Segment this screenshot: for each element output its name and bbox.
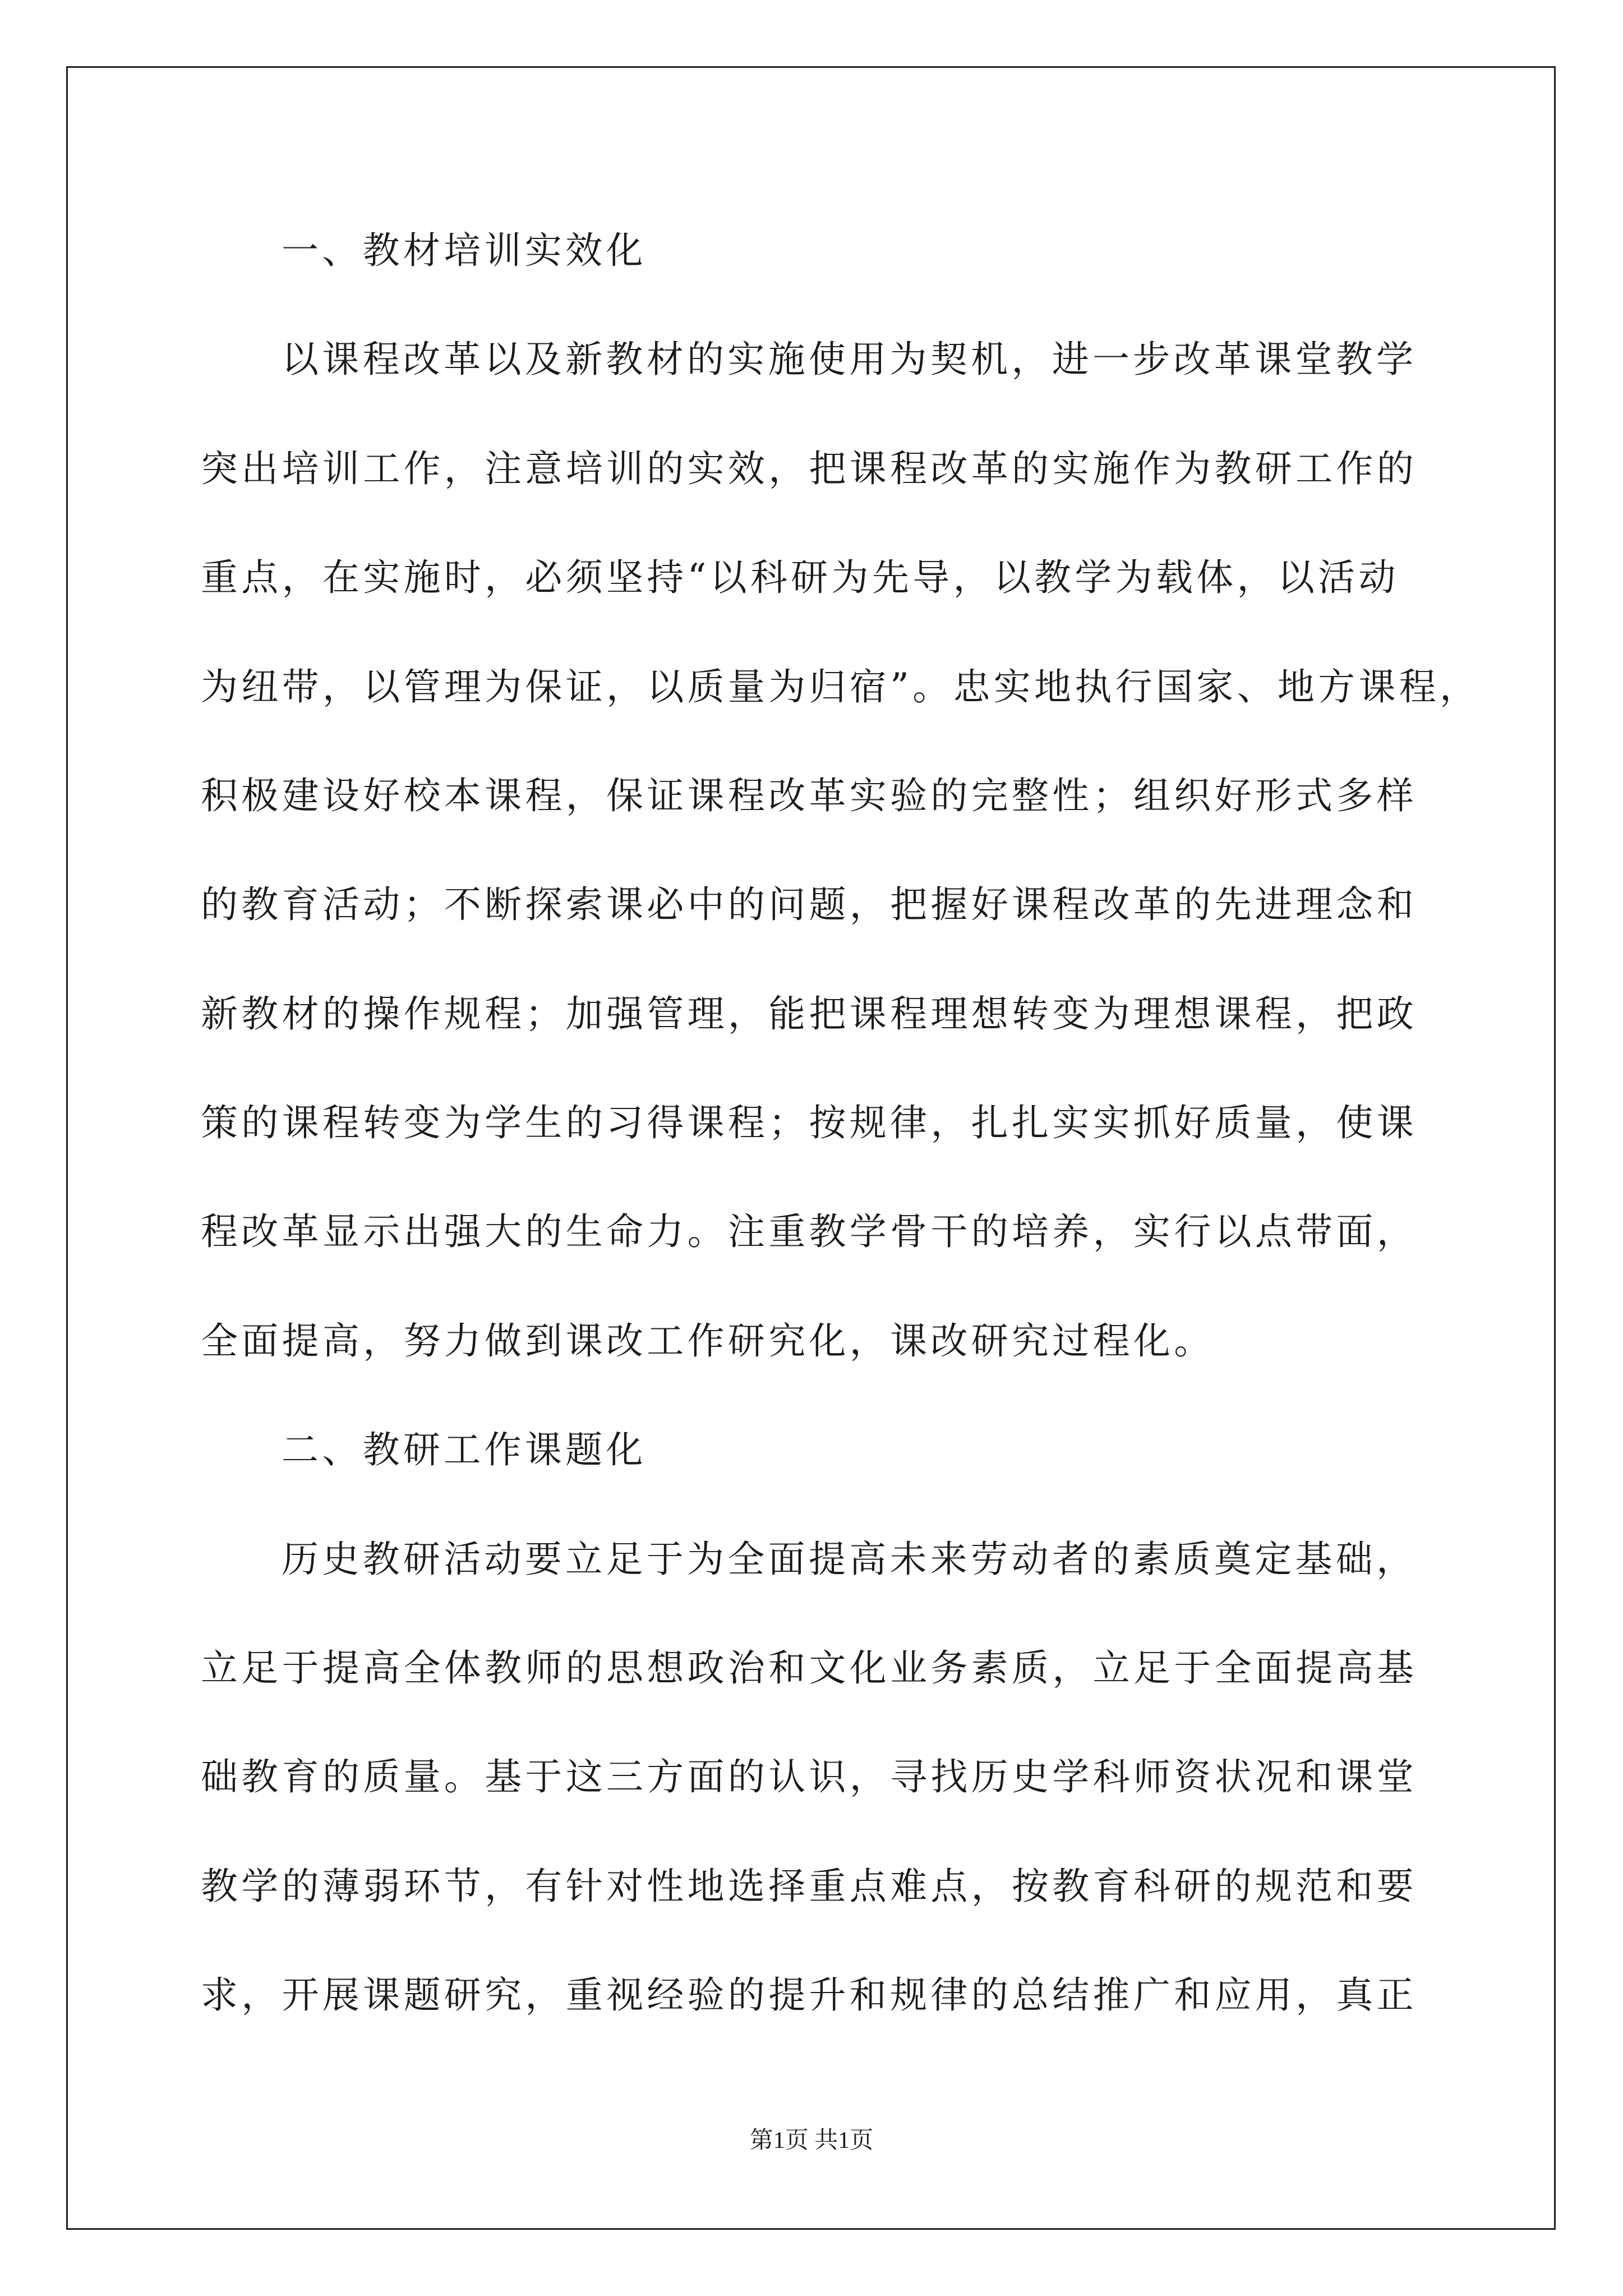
paragraph-2-line: 教学的薄弱环节，有针对性地选择重点难点，按教育科研的规范和要: [201, 1865, 1417, 1908]
paragraph-1-line: 积极建设好校本课程，保证课程改革实验的完整性；组织好形式多样: [201, 774, 1417, 817]
paragraph-2-line: 历史教研活动要立足于为全面提高未来劳动者的素质奠定基础，: [282, 1538, 1417, 1581]
paragraph-1-line: 全面提高，努力做到课改工作研究化，课改研究过程化。: [201, 1319, 1215, 1363]
paragraph-2-line: 立足于提高全体教师的思想政治和文化业务素质，立足于全面提高基: [201, 1646, 1417, 1690]
paragraph-1-line: 的教育活动；不断探索课必中的问题，把握好课程改革的先进理念和: [201, 883, 1417, 926]
paragraph-1-line: 新教材的操作规程；加强管理，能把课程理想转变为理想课程，把政: [201, 992, 1417, 1036]
paragraph-1-line: 策的课程转变为学生的习得课程；按规律，扎扎实实抓好质量，使课: [201, 1101, 1417, 1144]
paragraph-1-line: 为纽带，以管理为保证，以质量为归宿”。忠实地执行国家、地方课程，: [201, 665, 1481, 708]
section-2-heading: 二、教研工作课题化: [282, 1428, 647, 1471]
paragraph-1-line: 以课程改革以及新教材的实施使用为契机，进一步改革课堂教学: [282, 338, 1417, 381]
paragraph-1-line: 重点，在实施时，必须坚持“以科研为先导，以教学为载体，以活动: [201, 556, 1399, 599]
paragraph-1-line: 突出培训工作，注意培训的实效，把课程改革的实施作为教研工作的: [201, 447, 1417, 490]
section-1-heading: 一、教材培训实效化: [282, 229, 647, 272]
paragraph-2-line: 求，开展课题研究，重视经验的提升和规律的总结推广和应用，真正: [201, 1973, 1417, 2017]
page-number-footer: 第1页 共1页: [749, 2128, 874, 2154]
paragraph-1-line: 程改革显示出强大的生命力。注重教学骨干的培养，实行以点带面，: [201, 1210, 1417, 1253]
paragraph-2-line: 础教育的质量。基于这三方面的认识，寻找历史学科师资状况和课堂: [201, 1755, 1417, 1798]
